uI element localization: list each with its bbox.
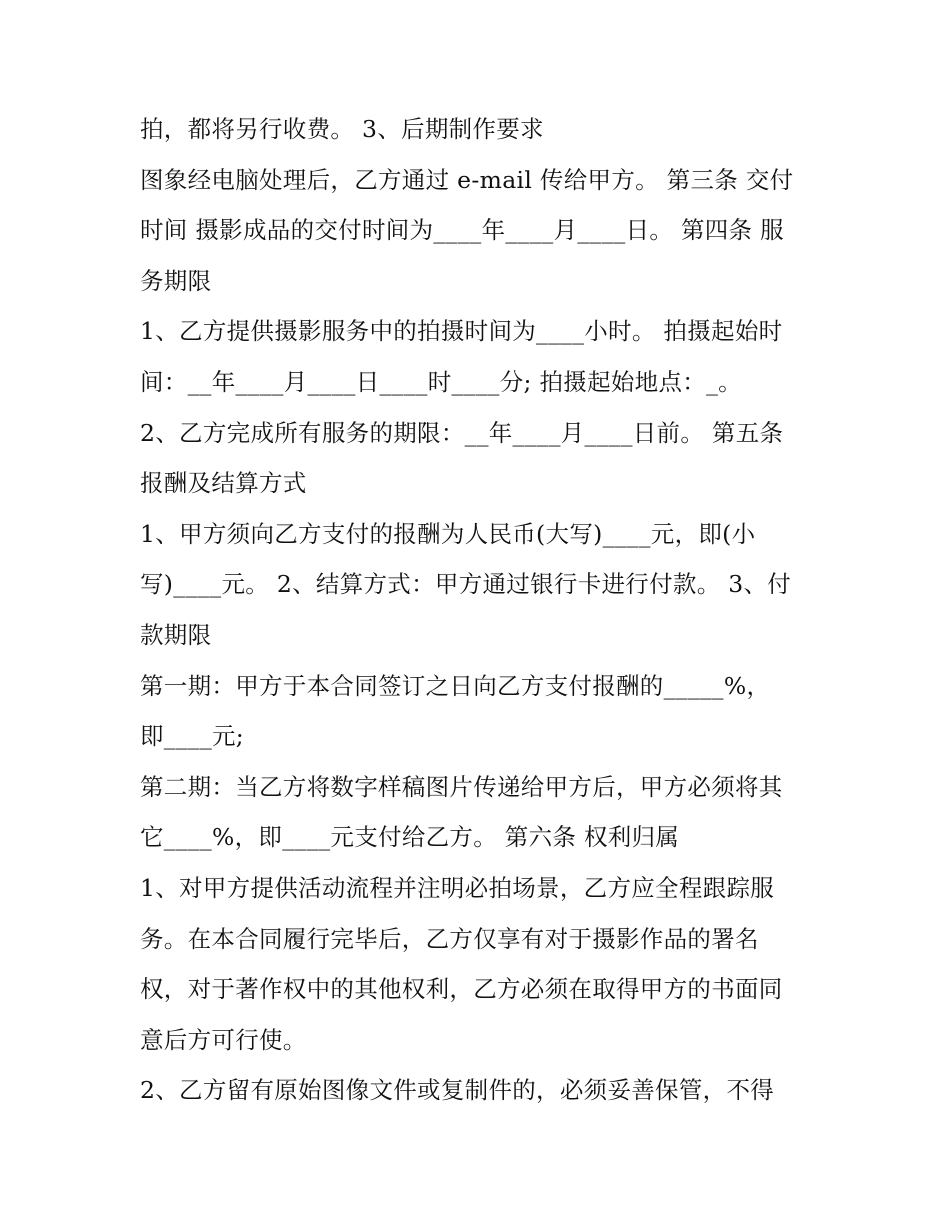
text-line: 1、乙方提供摄影服务中的拍摄时间为____小时。 拍摄起始时	[140, 317, 783, 346]
text-line: 务。在本合同履行完毕后，乙方仅享有对于摄影作品的署名	[140, 924, 759, 953]
text-line: 1、对甲方提供活动流程并注明必拍场景，乙方应全程跟踪服	[140, 873, 775, 902]
text-line: 即____元;	[140, 722, 245, 751]
text-line: 款期限	[140, 620, 212, 649]
text-line: 时间 摄影成品的交付时间为____年____月____日。 第四条 服	[140, 216, 784, 245]
text-line: 写)____元。 2、结算方式：甲方通过银行卡进行付款。 3、付	[140, 570, 792, 599]
text-line: 2、乙方留有原始图像文件或复制件的，必须妥善保管，不得	[140, 1076, 775, 1105]
text-line: 它____%，即____元支付给乙方。 第六条 权利归属	[140, 823, 680, 852]
text-line: 权，对于著作权中的其他权利，乙方必须在取得甲方的书面同	[140, 975, 783, 1004]
text-line: 意后方可行使。	[140, 1025, 307, 1054]
text-line: 2、乙方完成所有服务的期限：__年____月____日前。 第五条	[140, 418, 784, 447]
text-line: 务期限	[140, 266, 212, 295]
text-line: 拍，都将另行收费。 3、后期制作要求	[140, 115, 544, 143]
contract-text	[140, 104, 820, 1116]
text-line: 报酬及结算方式	[140, 469, 307, 498]
text-line: 图象经电脑处理后，乙方通过 e-mail 传给甲方。 第三条 交付	[140, 165, 794, 194]
text-line: 第二期：当乙方将数字样稿图片传递给甲方后，甲方必须将其	[140, 772, 783, 801]
text-line: 间：__年____月____日____时____分; 拍摄起始地点：_。	[140, 367, 742, 396]
text-line: 1、甲方须向乙方支付的报酬为人民币(大写)____元，即(小	[140, 519, 756, 548]
text-line: 第一期：甲方于本合同签订之日向乙方支付报酬的_____%，	[140, 671, 771, 700]
